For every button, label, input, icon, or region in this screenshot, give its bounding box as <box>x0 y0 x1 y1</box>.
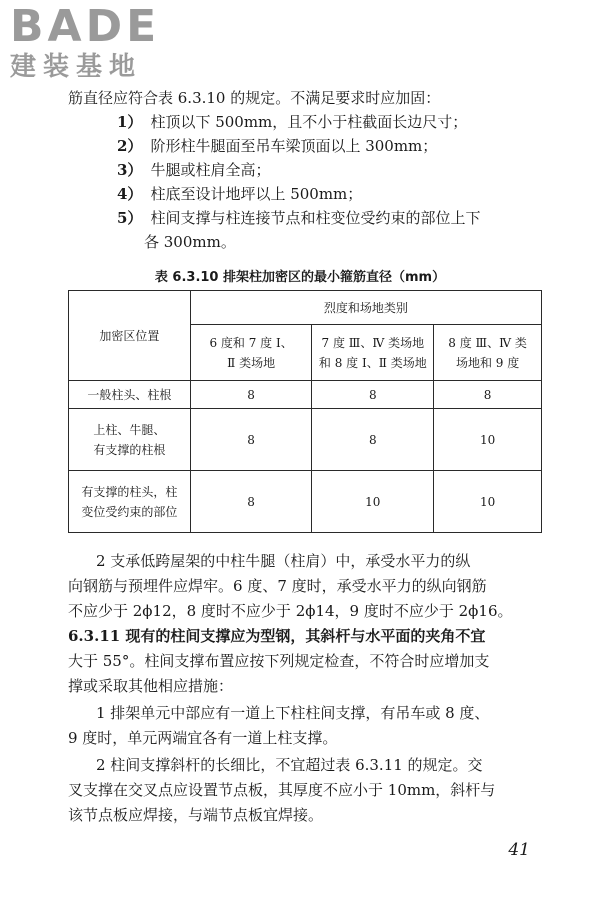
body-line: 向钢筋与预埋件应焊牢。6 度、7 度时，承受水平力的纵向钢筋 <box>68 577 487 595</box>
table-cell: 8 <box>190 381 312 409</box>
row-label-line: 上柱、牛腿、 <box>93 422 166 437</box>
column-header-line: 和 8 度 Ⅰ、Ⅱ 类场地 <box>318 355 427 370</box>
table-cell: 8 <box>190 471 312 533</box>
body-line: 不应少于 2ϕ12，8 度时不应少于 2ϕ14，9 度时不应少于 2ϕ16。 <box>68 602 513 620</box>
list-text: 阶形柱牛腿面至吊车梁顶面以上 300mm； <box>150 137 438 155</box>
table-row <box>69 471 542 533</box>
table-cell: 8 <box>190 409 312 471</box>
list-text: 牛腿或柱肩全高； <box>150 161 271 179</box>
list-number: 4） <box>117 185 143 203</box>
stirrup-table <box>68 290 542 533</box>
list-text: 柱底至设计地坪以上 500mm； <box>150 185 363 203</box>
column-header-line: 6 度和 7 度 Ⅰ、 <box>209 335 293 350</box>
body-line: 2 柱间支撑斜杆的长细比，不宜超过表 6.3.11 的规定。交 <box>96 756 483 774</box>
list-text: 柱间支撑与柱连接节点和柱变位受约束的部位上下 <box>150 209 481 227</box>
column-header-line: 7 度 Ⅲ、Ⅳ 类场地 <box>321 335 425 350</box>
row-label <box>69 409 191 471</box>
body-line: 该节点板应焊接，与端节点板宜焊接。 <box>68 806 324 824</box>
page-number: 41 <box>508 840 530 860</box>
table-row <box>69 381 542 409</box>
column-header-line: 8 度 Ⅲ、Ⅳ 类 <box>448 335 527 350</box>
table-cell: 10 <box>434 409 542 471</box>
table-group-header: 烈度和场地类别 <box>190 291 541 325</box>
table-caption: 表 6.3.10 排架柱加密区的最小箍筋直径（mm） <box>154 270 446 285</box>
body-line: 9 度时，单元两端宜各有一道上柱支撑。 <box>68 729 338 747</box>
body-line: 1 排架单元中部应有一道上下柱柱间支撑，有吊车或 8 度、 <box>96 704 490 722</box>
logo-subtitle: 建装基地 <box>10 52 143 82</box>
body-line: 撑或采取其他相应措施： <box>68 677 234 695</box>
table-cell: 10 <box>434 471 542 533</box>
list-item <box>117 136 437 156</box>
column-header-line: 场地和 9 度 <box>455 355 520 370</box>
body-line: 2 支承低跨屋架的中柱牛腿（柱肩）中，承受水平力的纵 <box>96 552 471 570</box>
site-logo <box>10 1 185 90</box>
clause-heading-line: 6.3.11 现有的柱间支撑应为型钢，其斜杆与水平面的夹角不宜 <box>68 627 486 645</box>
row-label: 一般柱头、柱根 <box>69 381 191 409</box>
column-header-line: Ⅱ 类场地 <box>227 355 276 370</box>
row-label-line: 有支撑的柱头，柱 <box>81 484 178 499</box>
table-cell: 8 <box>312 381 434 409</box>
body-line: 叉支撑在交叉点应设置节点板，其厚度不应小于 10mm，斜杆与 <box>68 781 496 799</box>
list-text: 柱顶以下 500mm，且不小于柱截面长边尺寸； <box>150 113 468 131</box>
row-label-line: 变位受约束的部位 <box>81 504 178 519</box>
table-column-header <box>434 325 542 381</box>
body-line: 大于 55°。柱间支撑布置应按下列规定检查，不符合时应增加支 <box>68 652 490 670</box>
table-column-header <box>190 325 312 381</box>
list-number: 2） <box>117 137 143 155</box>
list-number: 5） <box>117 209 143 227</box>
list-item-continuation: 各 300mm。 <box>144 233 236 251</box>
list-number: 3） <box>117 161 143 179</box>
table-cell: 8 <box>312 409 434 471</box>
row-label <box>69 471 191 533</box>
table-column-header <box>312 325 434 381</box>
list-item <box>117 112 467 132</box>
list-item <box>117 184 362 204</box>
table-row <box>69 409 542 471</box>
logo-mark: BADE <box>10 1 161 52</box>
list-item <box>117 160 270 180</box>
table-cell: 10 <box>312 471 434 533</box>
table-cell: 8 <box>434 381 542 409</box>
list-item <box>117 208 480 228</box>
table-corner-header: 加密区位置 <box>69 291 191 381</box>
row-label-line: 有支撑的柱根 <box>93 442 166 457</box>
intro-line: 筋直径应符合表 6.3.10 的规定。不满足要求时应加固： <box>68 89 441 107</box>
list-number: 1） <box>117 113 143 131</box>
